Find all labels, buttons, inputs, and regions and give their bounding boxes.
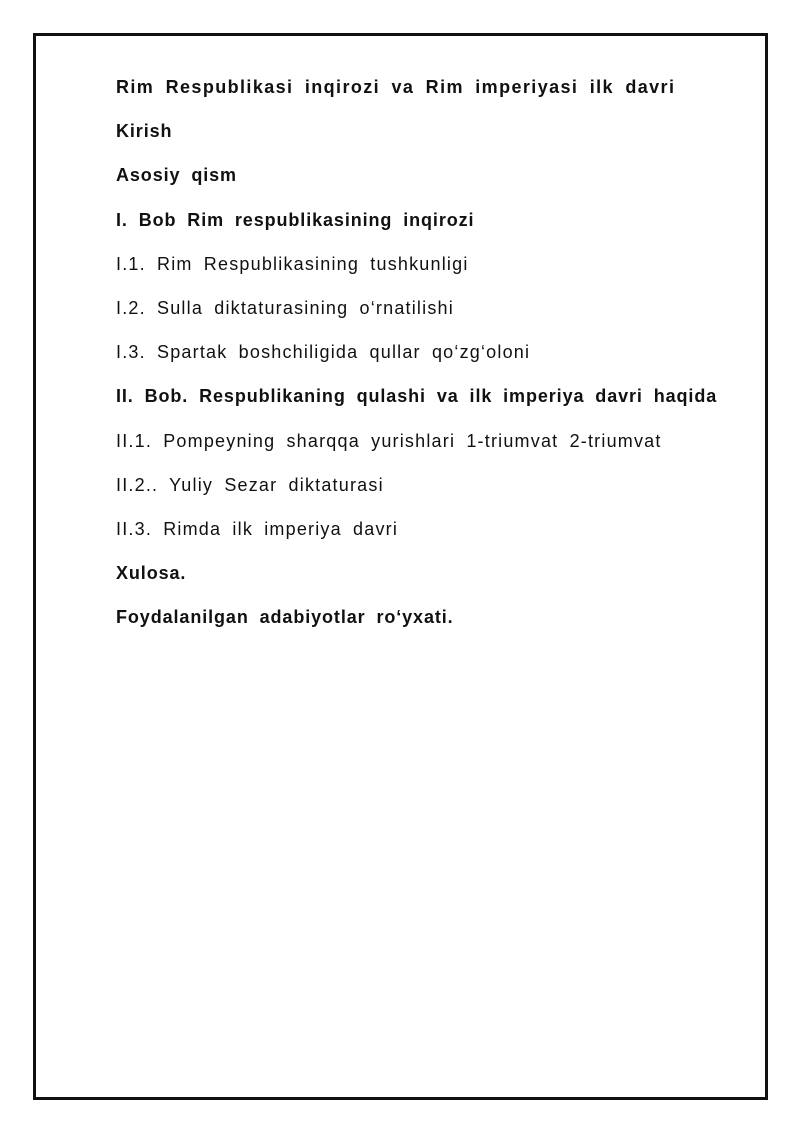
toc-item-bibliography: Foydalanilgan adabiyotlar ro‘yxati.: [116, 607, 454, 628]
toc-item-section-1-3: I.3. Spartak boshchiligida qullar qo‘zg‘oloni: [116, 342, 531, 363]
toc-item-chapter-1: I. Bob Rim respublikasining inqirozi: [116, 209, 475, 230]
toc-item-section-1-1: I.1. Rim Respublikasining tushkunligi: [116, 253, 469, 274]
document-title: Rim Respublikasi inqirozi va Rim imperiyasi ilk davri: [116, 77, 676, 97]
toc-item-conclusion: Xulosa.: [116, 563, 187, 584]
table-of-contents: [116, 72, 776, 646]
toc-item-main-part: Asosiy qism: [116, 165, 237, 186]
toc-item-chapter-2: II. Bob. Respublikaning qulashi va ilk imperiya davri haqida: [116, 386, 718, 407]
toc-item-section-2-2: II.2.. Yuliy Sezar diktaturasi: [116, 474, 384, 495]
toc-item-section-2-1: II.1. Pompeyning sharqqa yurishlari 1-triumvat 2-triumvat: [116, 430, 662, 451]
toc-item-introduction: Kirish: [116, 121, 173, 142]
toc-item-section-1-2: I.2. Sulla diktaturasining o‘rnatilishi: [116, 297, 454, 318]
toc-item-section-2-3: II.3. Rimda ilk imperiya davri: [116, 518, 399, 539]
